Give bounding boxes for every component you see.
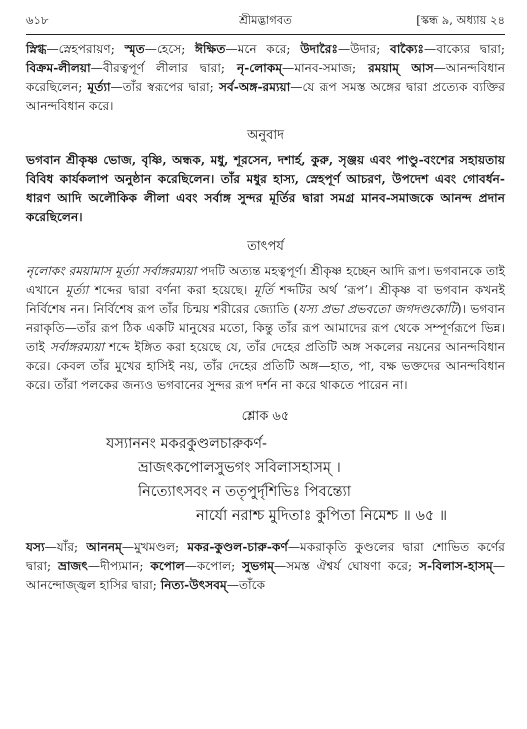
term: স-বিলাস-হাসম্ — [418, 559, 493, 573]
meaning: —যাঁর; — [44, 540, 87, 554]
page — [0, 10, 527, 729]
term: বিক্রম-লীলয়া — [26, 61, 91, 75]
purport-segment: শব্দে ইঙ্গিত করা হয়েছে যে, তাঁর দেহের প্রতিটি অঙ্গ সকলের নয়নের আনন্দবিধান করে। কেবল তাঁর মুখের হাসিই নয়, তাঁর দেহের প্রতিটি অঙ্গ—হাত, পা, বক্ষ ভক্তদের আনন্দবিধান করে। তাঁরা পলকের জন্যও ভগবানের সুন্দর রূপ দর্শন না করে থাকতে পারেন না। — [26, 340, 505, 392]
meaning: —বাক্যের দ্বারা; — [424, 42, 505, 56]
purport-segment: )। ভগবান নরাকৃতি—তাঁর রূপ ঠিক একটি মানুষের মতো, কিন্তু তাঁর রূপ আমাদের রূপ থেকে সম্পূর্ণরূপে ভিন্ন। তাই — [26, 302, 505, 354]
header-divider — [26, 34, 505, 35]
purport-quote: যস্য প্রভা প্রভবতো জগদণ্ডকোটি — [298, 302, 457, 316]
term: কপোল — [150, 559, 185, 573]
purport-text — [26, 262, 505, 395]
term: উদারৈঃ — [300, 42, 338, 56]
verse-line: ভ্রাজৎকপোলসুভগং সবিলাসহাসম্ । — [138, 460, 341, 476]
verse-line: যস্যাননং মকরকুণ্ডলচারুকর্ণ- — [106, 436, 267, 452]
purport-segment: শব্দটির অর্থ ‘রূপ’। শ্রীকৃষ্ণ বা ভগবান কখনই নির্বিশেষ নন। নির্বিশেষ রূপ তাঁর চিন্ময় শরীরের জ্যোতি ( — [26, 283, 505, 316]
term: ঈক্ষিত — [195, 42, 226, 56]
meaning: —মানব-সমাজ; — [282, 61, 369, 75]
meaning: —আনন্দবিধান করেছিলেন; — [26, 61, 505, 94]
meaning: —হেসে; — [144, 42, 196, 56]
term: বাক্যৈঃ — [390, 42, 425, 56]
term: স্মৃত — [124, 42, 145, 56]
purport-quote: নৃলোকং রময়ামাস মূর্ত্যা সর্বাঙ্গরম্যয়া — [26, 264, 197, 278]
term: যস্য — [26, 540, 45, 554]
meaning: —যে রূপ সমস্ত অঙ্গের দ্বারা প্রত্যেক ব্যক্তির আনন্দবিধান করে। — [26, 80, 506, 113]
meaning: —তাঁকে — [226, 578, 266, 592]
term: সুভগম্ — [242, 559, 275, 573]
meaning: —কপোল; — [184, 559, 243, 573]
purport-heading: তাৎপর্য — [247, 239, 284, 254]
page-number: ৬১৮ — [26, 13, 49, 27]
meaning: —দীপ্যমান; — [87, 559, 151, 573]
section-reference: [স্কন্ধ ৯, অধ্যায় ২৪ — [416, 13, 505, 27]
verse-heading: শ্লোক ৬৫ — [241, 409, 290, 424]
word-meanings-top — [26, 40, 505, 116]
purport-term: সর্বাঙ্গরম্যয়া — [49, 340, 105, 354]
purport-segment: শব্দের দ্বারা বর্ণনা করা হয়েছে। — [88, 283, 254, 297]
purport-term: মূর্তি — [253, 283, 274, 297]
meaning: —মুখমণ্ডল; — [121, 540, 188, 554]
translation-heading: অনুবাদ — [247, 128, 284, 143]
term: মকর-কুণ্ডল-চারু-কর্ণ — [187, 540, 288, 554]
term: নিত্য-উৎসবম্ — [160, 578, 227, 592]
term: রময়াম্ আস — [368, 61, 434, 75]
term: মূর্ত্যা — [87, 80, 111, 94]
meaning: —তাঁর স্বরূপের দ্বারা; — [110, 80, 219, 94]
verse-line: নার্যো নরাশ্চ মুদিতাঃ কুপিতা নিমেশ্চ ॥ ৬৫ ॥ — [196, 508, 448, 524]
meaning: —মকরাকৃতি কুণ্ডলের দ্বারা শোভিত কর্ণের দ্বারা; — [26, 540, 505, 573]
meaning: —বীরত্বপূর্ণ লীলার দ্বারা; — [90, 61, 237, 75]
term: সর্ব-অঙ্গ-রম্যয়া — [218, 80, 291, 94]
book-title: শ্রীমদ্ভাগবত — [239, 13, 292, 27]
word-meanings-bottom — [26, 538, 505, 595]
term: স্নিগ্ধ — [26, 42, 47, 56]
meaning: —উদার; — [337, 42, 391, 56]
meaning: —আনন্দোজ্জ্বল হাসির দ্বারা; — [26, 559, 505, 592]
meaning: —সমস্ত ঐশ্বর্য ঘোষণা করে; — [274, 559, 419, 573]
meaning: —মনে করে; — [225, 42, 301, 56]
translation-text: ভগবান শ্রীকৃষ্ণ ভোজ, বৃষ্ণি, অন্ধক, মধু, শূরসেন, দশার্হ, কুরু, সৃঞ্জয় এবং পাণ্ডু-বংশের সহায়তায় বিবিধ কার্যকলাপ অনুষ্ঠান করেছিলেন। তাঁর মধুর হাস্য, স্নেহপূর্ণ আচরণ, উপদেশ এবং গোবর্ধন-ধারণ আদি অলৌকিক লীলা এবং সর্বাঙ্গ সুন্দর মূর্তির দ্বারা সমগ্র মানব-সমাজকে আনন্দ প্রদান করেছিলেন। — [26, 153, 505, 224]
term: ভ্রাজৎ — [58, 559, 88, 573]
term: আননম্ — [86, 540, 122, 554]
purport-segment: পদটি অত্যন্ত মহত্বপূর্ণ। শ্রীকৃষ্ণ হচ্ছেন আদি রূপ। ভগবানকে তাই এখানে — [26, 264, 505, 297]
meaning: —স্নেহপরায়ণ; — [46, 42, 125, 56]
term: নৃ-লোকম্ — [236, 61, 283, 75]
page-header — [26, 10, 505, 32]
purport-term: মূর্ত্যা — [65, 283, 89, 297]
verse-text — [26, 432, 505, 528]
verse-line: নিত্যোৎসবং ন ততৃপুর্দৃশিভিঃ পিবন্ত্যো — [138, 484, 351, 500]
